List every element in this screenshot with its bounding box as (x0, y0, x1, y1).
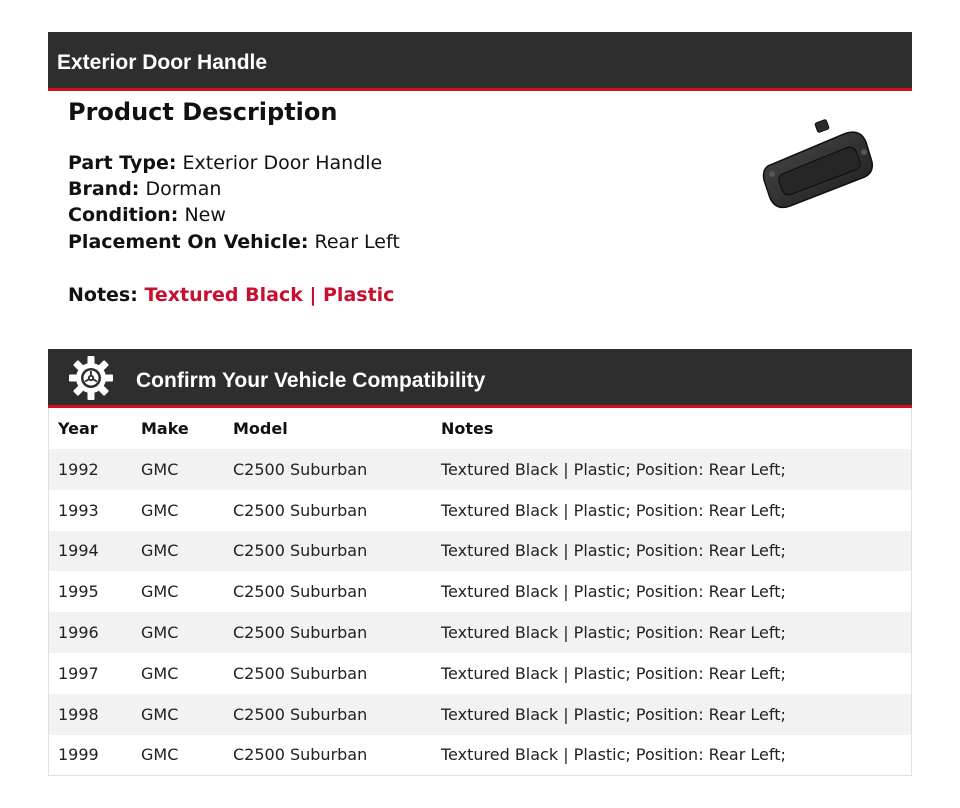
column-header-make: Make (141, 419, 189, 438)
column-header-notes: Notes (441, 419, 494, 438)
notes-label: Notes: (68, 284, 138, 306)
spec-label: Brand: (68, 178, 140, 200)
compatibility-title-bar (48, 349, 912, 408)
compatibility-title: Confirm Your Vehicle Compatibility (136, 369, 486, 392)
spec-brand (68, 176, 221, 202)
spec-label: Placement On Vehicle: (68, 231, 309, 253)
table-row (49, 449, 911, 490)
cell-model: C2500 Suburban (224, 735, 432, 776)
cell-model: C2500 Suburban (224, 449, 432, 490)
product-title-bar (48, 32, 912, 91)
cell-notes: Textured Black | Plastic; Position: Rear Left; (432, 694, 911, 735)
gear-icon (69, 356, 113, 400)
spec-placement (68, 229, 400, 255)
cell-year: 1994 (49, 531, 132, 572)
table-row (49, 694, 911, 735)
spec-label: Part Type: (68, 152, 177, 174)
cell-model: C2500 Suburban (224, 531, 432, 572)
product-title: Exterior Door Handle (57, 51, 268, 74)
cell-make: GMC (132, 612, 224, 653)
cell-make: GMC (132, 531, 224, 572)
table-row (49, 735, 911, 776)
cell-make: GMC (132, 735, 224, 776)
cell-notes: Textured Black | Plastic; Position: Rear Left; (432, 531, 911, 572)
cell-year: 1992 (49, 449, 132, 490)
cell-notes: Textured Black | Plastic; Position: Rear Left; (432, 571, 911, 612)
table-header-row (49, 408, 911, 449)
cell-make: GMC (132, 653, 224, 694)
spec-condition (68, 202, 226, 228)
cell-model: C2500 Suburban (224, 490, 432, 531)
table-row (49, 653, 911, 694)
spec-label: Condition: (68, 204, 179, 226)
cell-year: 1999 (49, 735, 132, 776)
cell-make: GMC (132, 694, 224, 735)
compatibility-table (49, 408, 911, 775)
door-handle-product-image[interactable] (760, 112, 876, 214)
table-row (49, 490, 911, 531)
cell-year: 1993 (49, 490, 132, 531)
cell-make: GMC (132, 571, 224, 612)
spec-part-type (68, 150, 382, 176)
product-notes (68, 282, 394, 308)
cell-year: 1998 (49, 694, 132, 735)
column-header-year: Year (58, 419, 98, 438)
notes-value: Textured Black | Plastic (144, 284, 395, 306)
table-row (49, 571, 911, 612)
cell-year: 1995 (49, 571, 132, 612)
cell-model: C2500 Suburban (224, 694, 432, 735)
cell-notes: Textured Black | Plastic; Position: Rear Left; (432, 449, 911, 490)
cell-make: GMC (132, 449, 224, 490)
column-header-model: Model (233, 419, 288, 438)
spec-value: New (184, 204, 226, 226)
cell-make: GMC (132, 490, 224, 531)
spec-value: Dorman (145, 178, 222, 200)
cell-notes: Textured Black | Plastic; Position: Rear Left; (432, 653, 911, 694)
table-row (49, 531, 911, 572)
product-description-heading: Product Description (68, 98, 338, 126)
cell-model: C2500 Suburban (224, 653, 432, 694)
spec-value: Exterior Door Handle (182, 152, 383, 174)
cell-model: C2500 Suburban (224, 612, 432, 653)
spec-value: Rear Left (314, 231, 400, 253)
cell-year: 1996 (49, 612, 132, 653)
cell-year: 1997 (49, 653, 132, 694)
compatibility-table-container (48, 408, 912, 776)
cell-model: C2500 Suburban (224, 571, 432, 612)
cell-notes: Textured Black | Plastic; Position: Rear Left; (432, 612, 911, 653)
table-row (49, 612, 911, 653)
cell-notes: Textured Black | Plastic; Position: Rear Left; (432, 735, 911, 776)
cell-notes: Textured Black | Plastic; Position: Rear Left; (432, 490, 911, 531)
